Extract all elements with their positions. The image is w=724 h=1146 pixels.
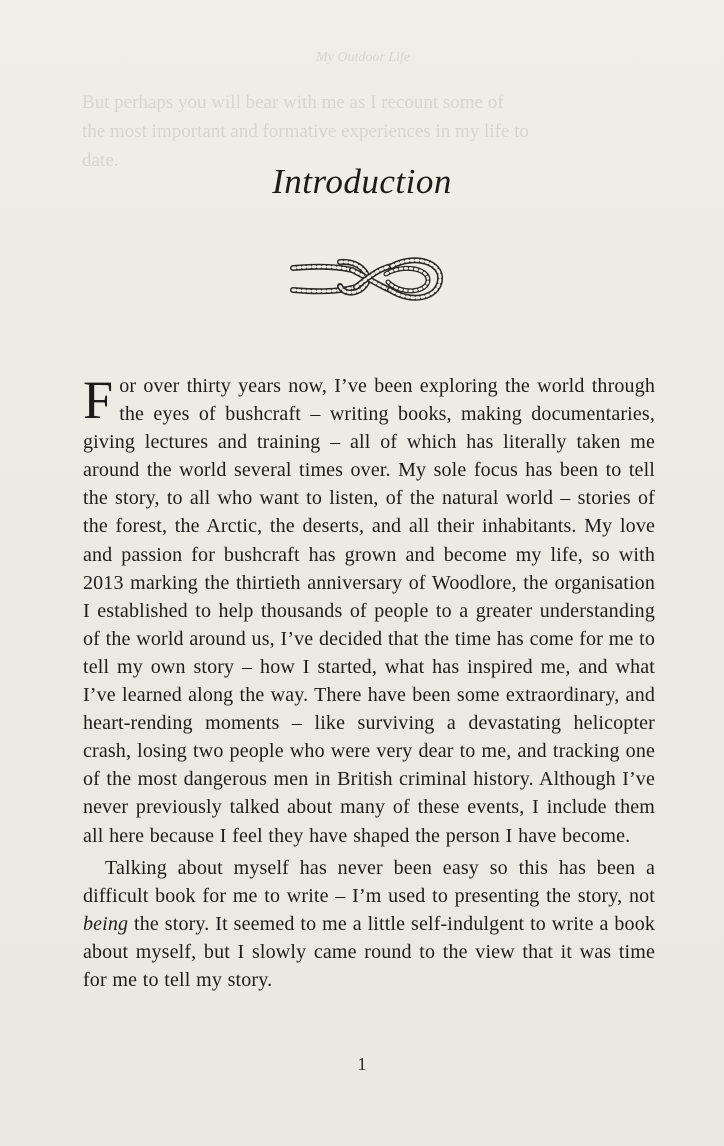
chapter-title: Introduction bbox=[272, 162, 452, 201]
emphasis-text: being bbox=[83, 912, 129, 935]
show-through-running-head: My Outdoor Life bbox=[316, 50, 411, 65]
show-through-line: But perhaps you will bear with me as I recount some of bbox=[82, 92, 504, 113]
body-text bbox=[83, 372, 655, 994]
paragraph-text: the story. It seemed to me a little self-indulgent to write a book about myself, but I slowly came round to the view that it was time for me to tell my story. bbox=[83, 912, 655, 991]
rope-knot-icon bbox=[290, 252, 446, 308]
paragraph-text: Talking about myself has never been easy so this has been a difficult book for me to write – I’m used to presenting the story, not bbox=[83, 856, 655, 907]
paragraph bbox=[83, 854, 655, 994]
paragraph-opening: For over thirty years now, I’ve been exploring the world through the eyes of bushcraft – writing books, making documentaries, giving lectures and training – all of which has literally taken me around the world several times over. My sole focus has been to tell the story, to all who want to listen, of the natural world – stories of the forest, the Arctic, the deserts, and all their inhabitants. My love and passion for bushcraft has grown and become my life, so with 2013 marking the thirtieth anniversary of Woodlore, the organisation I established to help thousands of people to a greater understanding of the world around us, I’ve decided that the time has come for me to tell my own story – how I started, what has inspired me, and what I’ve learned along the way. There have been some extraordinary, and heart-rending moments – like surviving a devastating helicopter crash, losing two people who were very dear to me, and tracking one of the most dangerous men in British criminal history. Although I’ve never previously talked about many of these events, I include them all here because I feel they have shaped the person I have become. bbox=[83, 370, 655, 847]
page-number: 1 bbox=[357, 1054, 367, 1074]
show-through-line: date. bbox=[82, 150, 119, 171]
show-through-line: the most important and formative experiences in my life to bbox=[82, 121, 529, 142]
